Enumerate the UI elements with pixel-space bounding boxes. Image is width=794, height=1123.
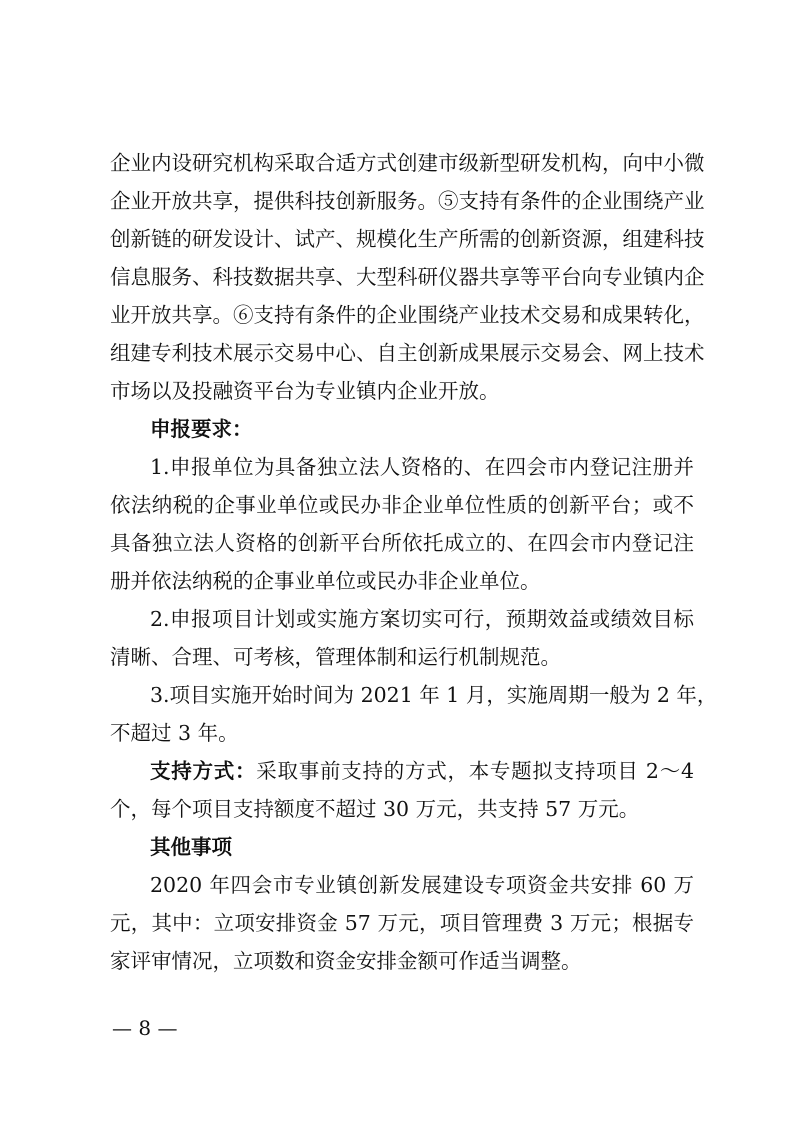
requirement-2-line-1: 2.申报项目计划或实施方案切实可行，预期效益或绩效目标	[150, 607, 694, 631]
other-line-1: 2020 年四会市专业镇创新发展建设专项资金共安排 60 万	[150, 873, 694, 897]
document-body	[110, 144, 718, 980]
paragraph-1-line-1: 企业内设研究机构采取合适方式创建市级新型研发机构，向中小微	[110, 151, 705, 175]
support-line-2: 个，每个项目支持额度不超过 30 万元，共支持 57 万元。	[110, 797, 640, 821]
other-line-2: 元，其中：立项安排资金 57 万元，项目管理费 3 万元；根据专	[110, 911, 694, 935]
paragraph-1-line-7: 市场以及投融资平台为专业镇内企业开放。	[110, 379, 500, 403]
paragraph-1-line-5: 业开放共享。⑥支持有条件的企业围绕产业技术交易和成果转化，	[110, 303, 705, 327]
requirement-3-line-1: 3.项目实施开始时间为 2021 年 1 月，实施周期一般为 2 年，	[150, 683, 718, 707]
paragraph-1-line-2: 企业开放共享，提供科技创新服务。⑤支持有条件的企业围绕产业	[110, 189, 705, 213]
support-line-1	[110, 752, 694, 790]
other-heading: 其他事项	[150, 835, 232, 859]
requirement-2-line-2: 清晰、合理、可考核，管理体制和运行机制规范。	[110, 645, 561, 669]
requirement-3-line-2: 不超过 3 年。	[110, 721, 239, 745]
paragraph-1-line-3: 创新链的研发设计、试产、规模化生产所需的创新资源，组建科技	[110, 227, 705, 251]
support-text: 采取事前支持的方式，本专题拟支持项目 2～4	[256, 759, 694, 783]
requirement-1-line-1: 1.申报单位为具备独立法人资格的、在四会市内登记注册并	[150, 455, 694, 479]
other-line-3: 家评审情况，立项数和资金安排金额可作适当调整。	[110, 949, 582, 973]
requirement-1-line-2: 依法纳税的企事业单位或民办非企业单位性质的创新平台；或不	[110, 493, 694, 517]
support-label: 支持方式：	[150, 759, 257, 783]
page-number: — 8 —	[112, 1016, 178, 1040]
paragraph-1-line-4: 信息服务、科技数据共享、大型科研仪器共享等平台向专业镇内企	[110, 265, 705, 289]
requirement-1-line-4: 册并依法纳税的企事业单位或民办非企业单位。	[110, 569, 541, 593]
requirement-1-line-3: 具备独立法人资格的创新平台所依托成立的、在四会市内登记注	[110, 531, 694, 555]
paragraph-1-line-6: 组建专利技术展示交易中心、自主创新成果展示交易会、网上技术	[110, 341, 705, 365]
requirements-heading: 申报要求：	[150, 417, 253, 441]
